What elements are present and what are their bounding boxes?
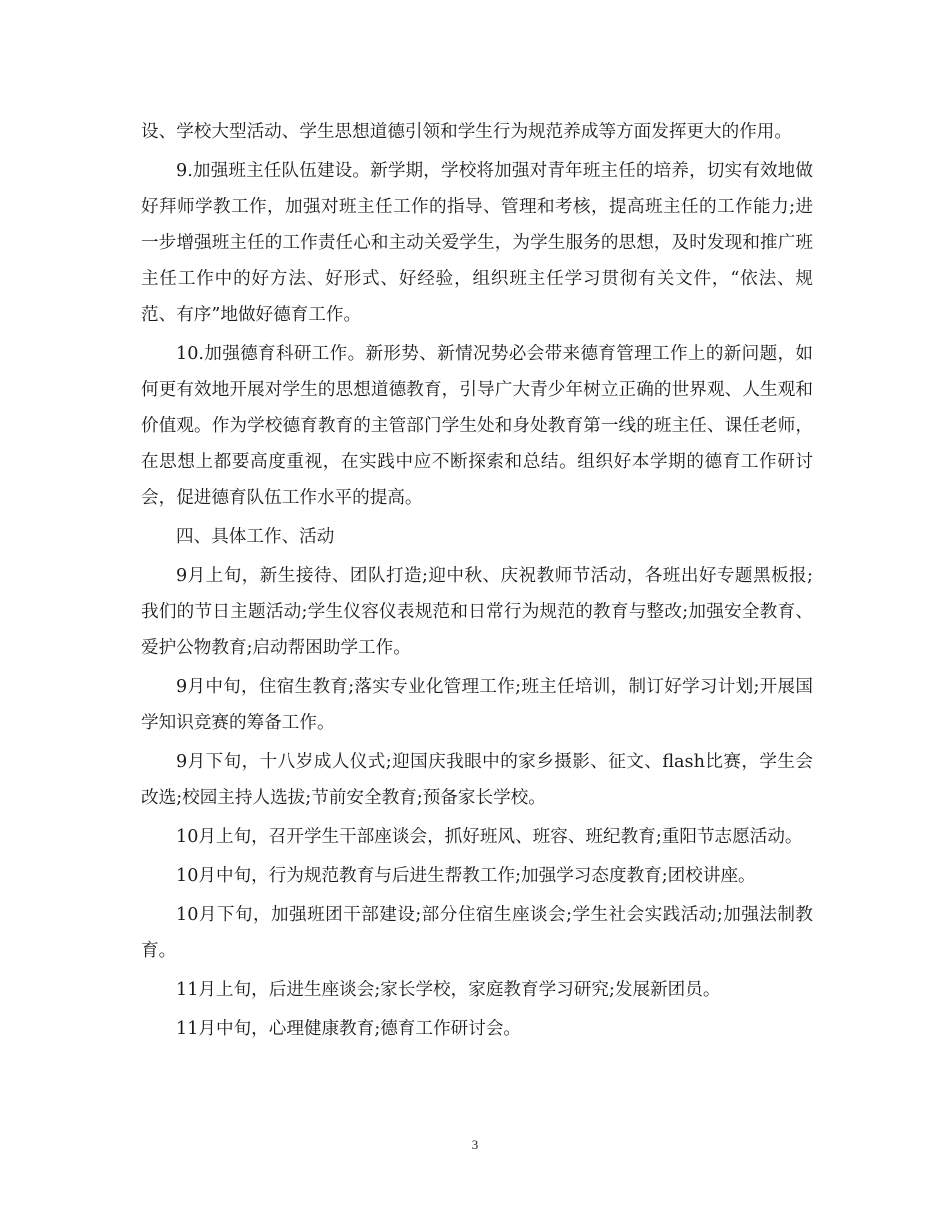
section-heading: 四、具体工作、活动: [176, 527, 335, 547]
paragraph-oct-late: 10月下旬，加强班团干部建设;部分住宿生座谈会;学生社会实践活动;加强法制教育。: [141, 905, 813, 961]
paragraph-oct-early: 10月上旬，召开学生干部座谈会，抓好班风、班容、班纪教育;重阳节志愿活动。: [176, 827, 803, 847]
page-number: 3: [471, 1137, 479, 1152]
paragraph-item-10: 10.加强德育科研工作。新形势、新情况势必会带来德育管理工作上的新问题，如何更有效地开展对学生的思想道德教育，引导广大青少年树立正确的世界观、人生观和价值观。作为学校德育教育的主管部门学生处和身处教育第一线的班主任、课任老师，在思想上都要高度重视，在实践中应不断探索和总结。组织好本学期的德育工作研讨会，促进德育队伍工作水平的提高。: [141, 344, 813, 508]
paragraph-oct-mid: 10月中旬，行为规范教育与后进生帮教工作;加强学习态度教育;团校讲座。: [176, 866, 756, 886]
paragraph-sept-early: 9月上旬，新生接待、团队打造;迎中秋、庆祝教师节活动，各班出好专题黑板报;我们的节日主题活动;学生仪容仪表规范和日常行为规范的教育与整改;加强安全教育、爱护公物教育;启动帮困助学工作。: [141, 566, 813, 658]
paragraph-sept-late: 9月下旬，十八岁成人仪式;迎国庆我眼中的家乡摄影、征文、flash比赛，学生会改选;校园主持人选拔;节前安全教育;预备家长学校。: [141, 752, 813, 808]
paragraph-nov-mid: 11月中旬，心理健康教育;德育工作研讨会。: [176, 1019, 522, 1039]
paragraph-item-9: 9.加强班主任队伍建设。新学期，学校将加强对青年班主任的培养，切实有效地做好拜师学教工作，加强对班主任工作的指导、管理和考核，提高班主任的工作能力;进一步增强班主任的工作责任心和主动关爱学生，为学生服务的思想，及时发现和推广班主任工作中的好方法、好形式、好经验，组织班主任学习贯彻有关文件，“依法、规范、有序”地做好德育工作。: [141, 161, 813, 325]
paragraph-nov-early: 11月上旬，后进生座谈会;家长学校，家庭教育学习研究;发展新团员。: [176, 980, 721, 1000]
document-body: [141, 114, 813, 1047]
paragraph-sept-mid: 9月中旬，住宿生教育;落实专业化管理工作;班主任培训，制订好学习计划;开展国学知识竞赛的筹备工作。: [141, 677, 813, 733]
paragraph-continuation: 设、学校大型活动、学生思想道德引领和学生行为规范养成等方面发挥更大的作用。: [141, 122, 792, 142]
